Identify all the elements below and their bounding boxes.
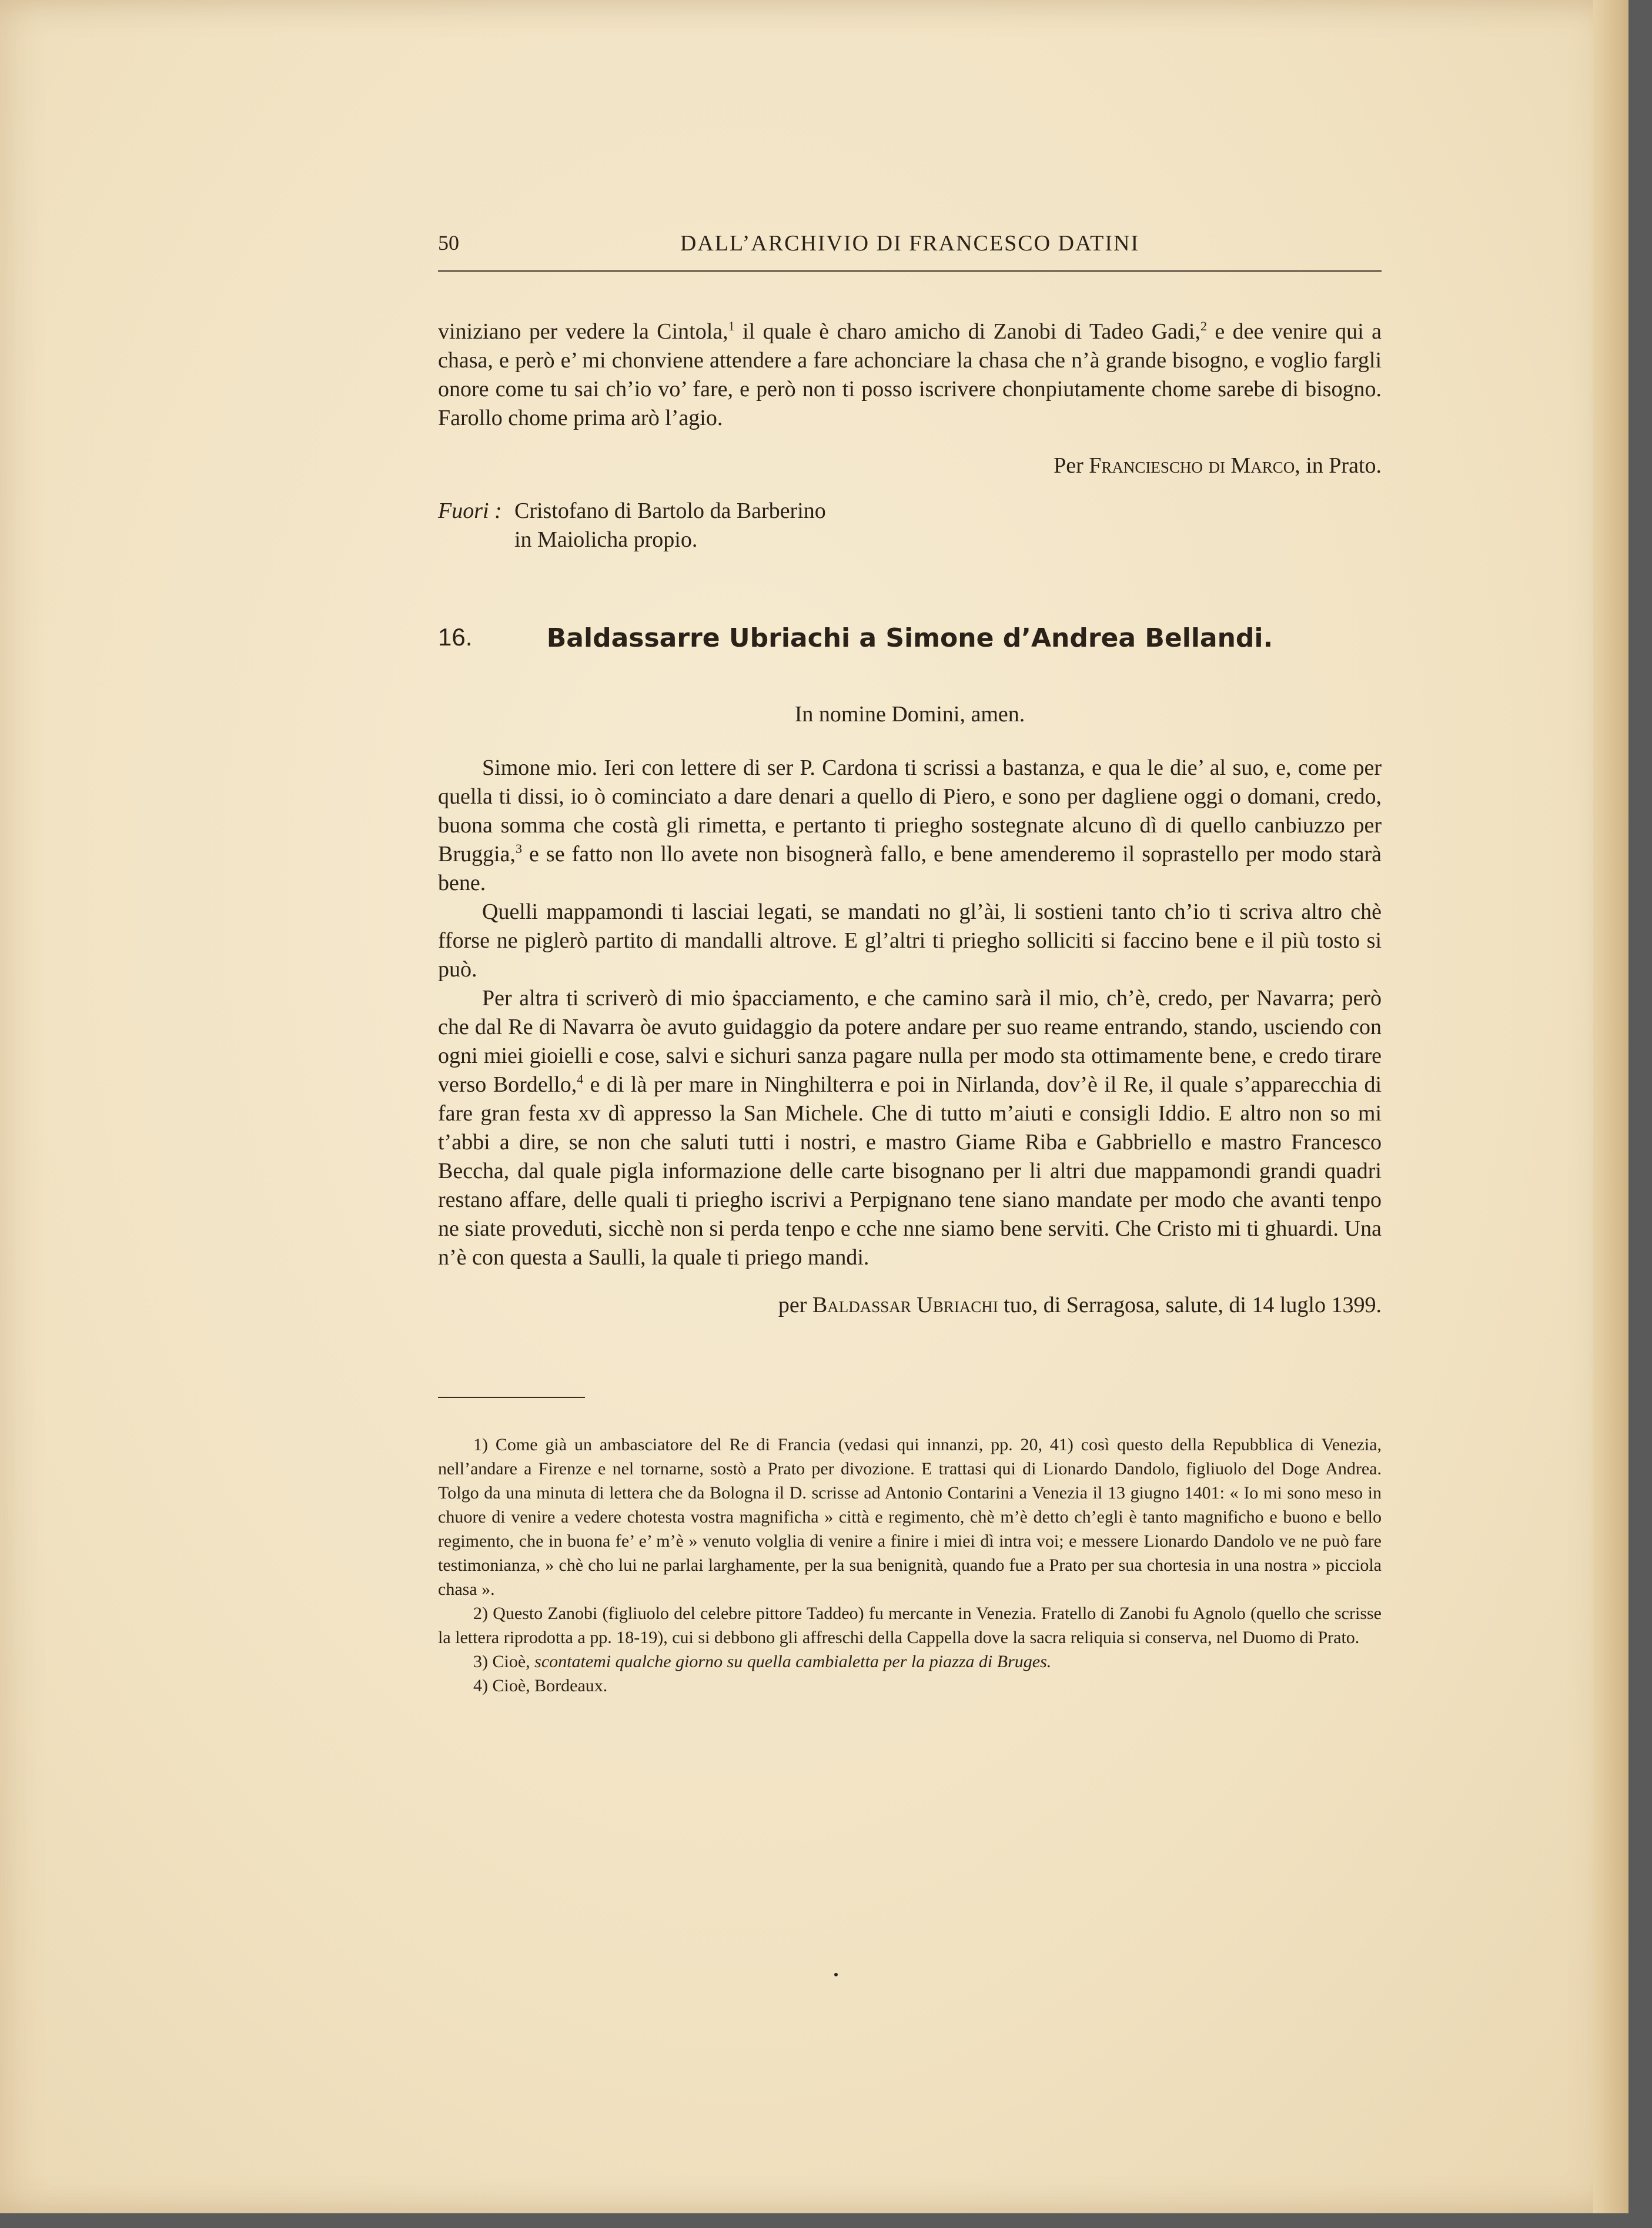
footnote-4: 4) Cioè, Bordeaux. bbox=[473, 1676, 608, 1695]
text-segment: e dee venire qui a chasa, e però e’ mi chonviene attendere a fare achonciare la chasa che n’à grande bisogno, e voglio fargli onore come tu sai ch’io vo’ fare, e però non ti posso iscrivere chonpiutamente chome sarebe di bisogno. Farollo chome prima arò l’agio. bbox=[438, 319, 1382, 430]
text-segment: e di là per mare in Ninghilterra e poi in Nirlanda, dov’è il Re, il quale s’apparecchia di fare gran festa xv dì appresso la San Michele. Che di tutto m’aiuti e consigli Iddio. E altro non so mi t’abbi a dire, se non che saluti tutti i nostri, e mastro Giame Riba e Gabbriello e mastro Francesco Beccha, dal quale pigla informazione delle carte bisognano per li altri due mappamondi grandi quadri restano affare, delle quali ti prieghо iscrivi a Perpignano tene siano mandate per modo che avanti tenpo ne siate proveduti, sicchè non si perda tenpo e cche nne siamo bene serviti. Che Cristo mi ti ghuardi. Una n’è con questa a Saulli, la quale ti priego mandi. bbox=[438, 1072, 1382, 1270]
letter-paragraph-2: Quelli mappamondi ti lasciai legati, se mandati no gl’ài, li sostieni tanto ch’io ti scriva altro chè fforse ne piglerò partito di mandalli altrove. E gl’altri ti prieghо solliciti si faccino bene e il più tosto si può. bbox=[438, 899, 1382, 982]
invocation: In nomine Domini, amen. bbox=[794, 702, 1025, 727]
text-segment: tuo, di Serragosa, salute, di 14 luglo 1399. bbox=[998, 1293, 1382, 1317]
running-header bbox=[438, 230, 1382, 266]
page-gutter-shadow bbox=[1593, 0, 1628, 2213]
sender-name: Baldassar Ubriachi bbox=[812, 1293, 998, 1317]
header-rule bbox=[438, 270, 1382, 272]
footnote-1: 1) Come già un ambasciatore del Re di Francia (vedasi qui innanzi, pp. 20, 41) così questo della Repubblica di Venezia, nell’andare a Firenze e nel tornarne, sostò a Prato per divozione. E trattasi qui di Lionardo Dandolo, figliuolo del Doge Andrea. Tolgo da una minuta di lettera che da Bologna il D. scrisse ad Antonio Contarini a Venezia il 13 giugno 1401: « Io mi sono meso in chuore di venire a vedere chotesta vostra magnificha » città e regimento, chè m’è detto ch’egli è tanto magnificho e buono e bello regimento, che in buona fe’ e’ m’è » venuto volglia di venire a finire i miei dì intra voi; e messere Lionardo Dandolo ve ne può fare testimonianza, » chè cho lui ne parlai larghamente, per la sua benignità, quando fue a Prato per sua chortesia in una nostra » picciola chasa ». bbox=[438, 1435, 1382, 1599]
page-number: 50 bbox=[438, 231, 459, 255]
previous-letter-signature bbox=[438, 451, 1382, 480]
running-title: DALL’ARCHIVIO DI FRANCESCO DATINI bbox=[680, 231, 1140, 256]
letter-paragraph-3 bbox=[438, 984, 1382, 1272]
text-segment: scontatemi qualche giorno su quella cambialetta per la piazza di Bruges. bbox=[534, 1652, 1052, 1671]
page-speck bbox=[834, 1973, 838, 1976]
footnote-3 bbox=[438, 1650, 1382, 1674]
text-segment: e se fatto non llo avete non bisognerà fallo, e bene amenderemo il soprastello per modo starà bene. bbox=[438, 842, 1382, 895]
letter-closing bbox=[438, 1291, 1382, 1320]
text-segment: per bbox=[778, 1293, 812, 1317]
address-line-2: in Maiolicha propio. bbox=[514, 527, 698, 552]
letter-paragraph-1 bbox=[438, 754, 1382, 898]
text-segment: Per altra ti scriverò di mio ṡpacciamento, e che camino sarà il mio, ch’è, credo, per Navarra; però che dal Re di Navarra òe avuto guidaggio da potere andare per suo reame entrando, stando, usciendo con ogni miei gioielli e cose, salvi e sichuri sanza pagare nulla per modo sta ottimamente bene, e credo tirare verso Bordello, bbox=[438, 986, 1382, 1097]
footnote-rule bbox=[438, 1397, 585, 1398]
footnote-ref-4: 4 bbox=[577, 1072, 584, 1086]
footnote-ref-3: 3 bbox=[515, 841, 522, 856]
footnotes bbox=[438, 1433, 1382, 1698]
text-segment: viniziano per vedere la Cintola, bbox=[438, 319, 728, 344]
text-segment: , in Prato. bbox=[1295, 453, 1382, 478]
letter-heading bbox=[438, 623, 1382, 658]
footnote-ref-2: 2 bbox=[1200, 319, 1207, 333]
text-segment: il quale è charo amicho di Zanobi di Tadeo Gadi, bbox=[734, 319, 1200, 344]
letter-title: Baldassarre Ubriachi a Simone d’Andrea Bellandi. bbox=[546, 623, 1273, 653]
letter-body bbox=[438, 754, 1382, 1320]
footnote-2: 2) Questo Zanobi (figliuolo del celebre pittore Taddeo) fu mercante in Venezia. Fratello di Zanobi fu Agnolo (quello che scrisse la lettera riprodotta a pp. 18-19), cui si debbono gli affreschi della Cappella dove la sacra reliquia si conserva, nel Duomo di Prato. bbox=[438, 1604, 1382, 1647]
letter-number: 16. bbox=[438, 623, 473, 651]
text-segment: Per bbox=[1054, 453, 1089, 478]
address-label: Fuori : bbox=[438, 499, 502, 523]
previous-letter-ending bbox=[438, 317, 1382, 480]
sender-name: Franciescho di Marco bbox=[1089, 453, 1295, 478]
footnote-ref-1: 1 bbox=[728, 319, 735, 333]
text-segment: Simone mio. Ieri con lettere di ser P. Cardona ti scrissi a bastanza, e qua le die’ al suo, e, come per quella ti dissi, io ò cominciato a dare denari a quello di Piero, e sono per dagliene oggi o domani, credo, buona somma che costà gli rimetta, e pertanto ti prieghо sostegnate alcuno dì di quello canbiuzzo per Bruggia, bbox=[438, 755, 1382, 867]
previous-letter-paragraph bbox=[438, 317, 1382, 433]
text-segment: 3) Cioè, bbox=[473, 1652, 535, 1671]
address-line-1: Cristofano di Bartolo da Barberino bbox=[514, 499, 826, 523]
